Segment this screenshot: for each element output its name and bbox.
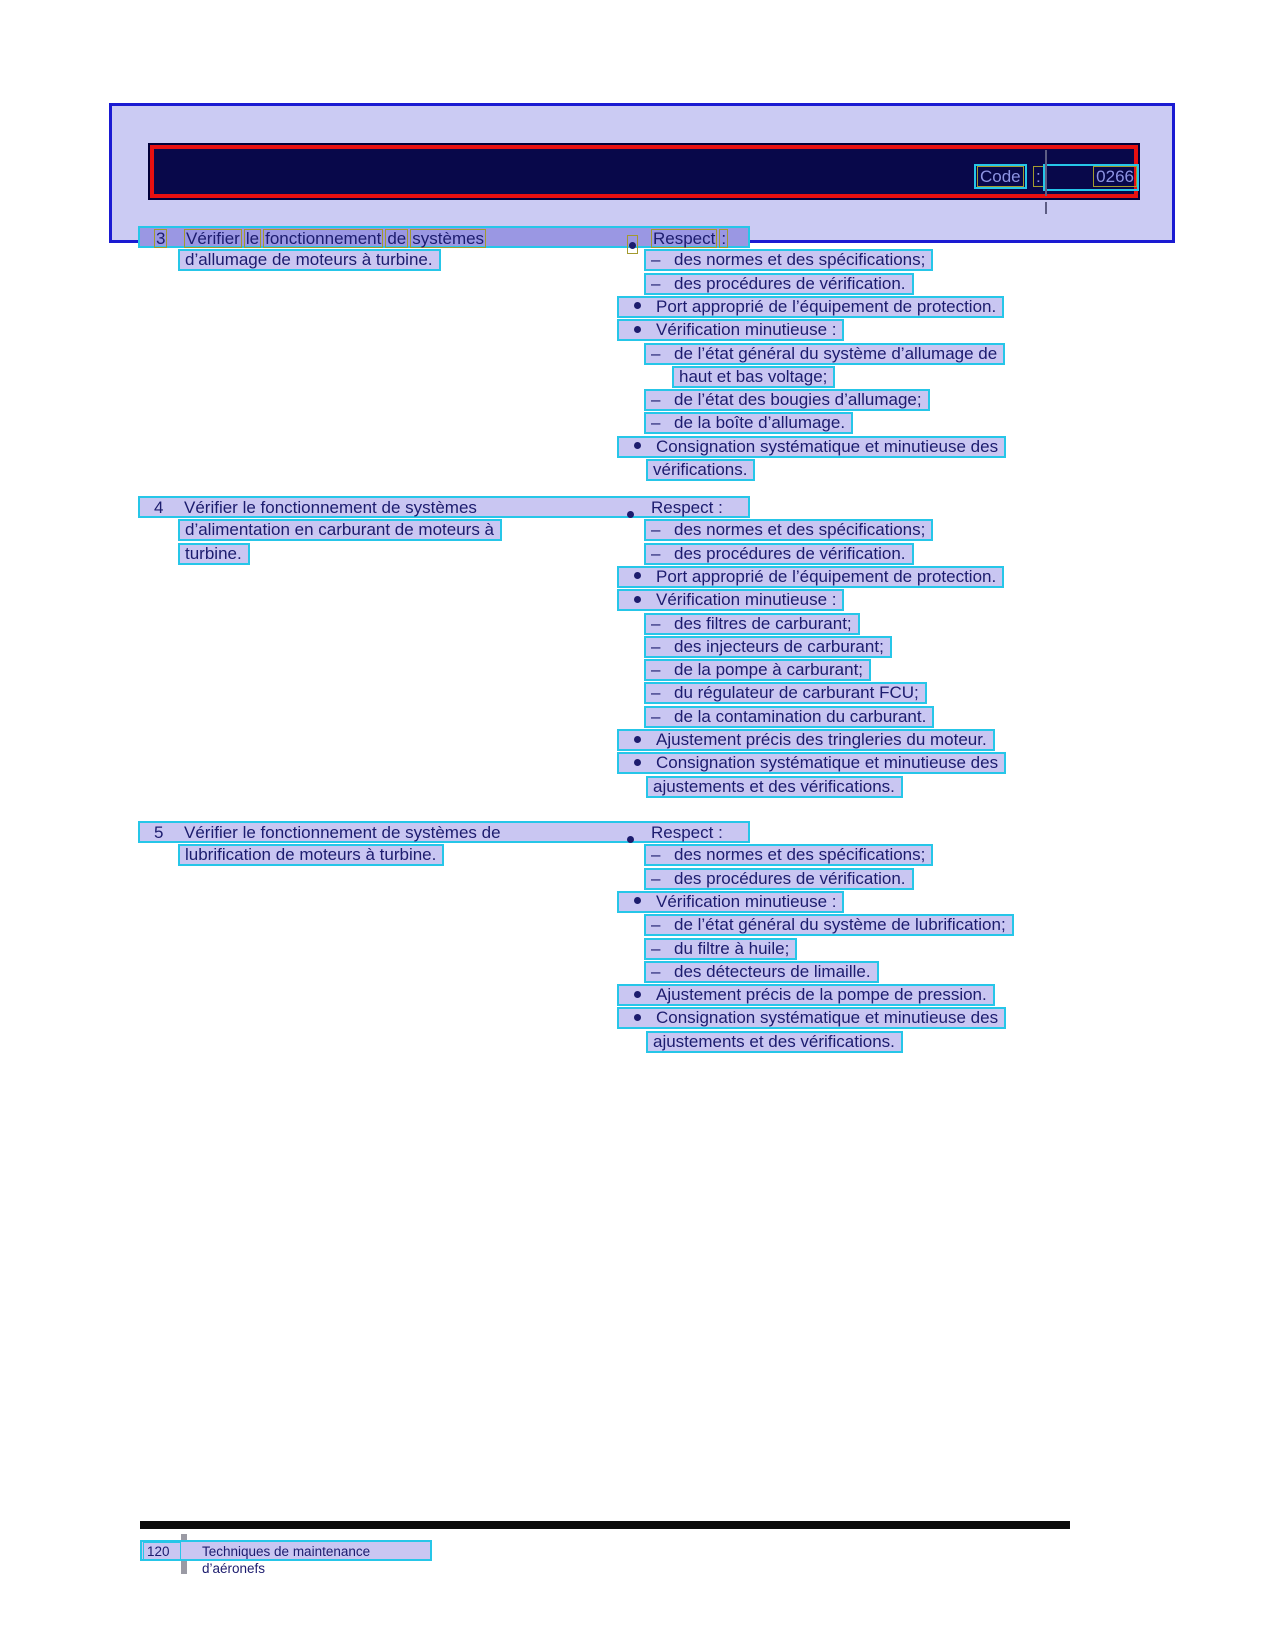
- bullet-icon: [634, 736, 641, 743]
- criterion-line: [617, 891, 844, 913]
- criterion-text: des injecteurs de carburant;: [674, 636, 884, 656]
- criterion-line: [617, 436, 1006, 458]
- criterion-line: haut et bas voltage;: [672, 366, 835, 388]
- item-first-row: [138, 496, 750, 518]
- ocr-word-box: fonctionnement: [265, 229, 382, 248]
- ocr-word-box: Respect: [653, 229, 716, 248]
- criterion-text: Consignation systématique et minutieuse des: [656, 436, 999, 456]
- code-label-box: [974, 164, 1027, 189]
- item-left-line: d’allumage de moteurs à turbine.: [178, 249, 441, 271]
- criterion-line: [644, 543, 914, 565]
- criterion-line: ajustements et des vérifications.: [646, 1031, 903, 1053]
- criterion-text: des détecteurs de limaille.: [674, 961, 871, 981]
- criterion-line: [644, 249, 933, 271]
- bullet-icon: [627, 511, 634, 518]
- criterion-text: Ajustement précis des tringleries du moteur.: [656, 730, 987, 749]
- dash-icon: –: [651, 250, 661, 270]
- bullet-icon: [634, 1014, 641, 1021]
- ocr-word-box: [627, 235, 638, 254]
- criterion-text: Port approprié de l’équipement de protection.: [656, 296, 997, 316]
- criterion-line: [644, 961, 879, 983]
- code-separator: :: [1033, 166, 1044, 187]
- footer-bar: [140, 1540, 432, 1576]
- item-number: [154, 229, 169, 248]
- item-right-text: Respect :: [651, 498, 723, 517]
- dash-icon: –: [651, 961, 661, 981]
- dash-icon: –: [651, 660, 661, 680]
- criterion-line: [644, 389, 930, 411]
- item-first-row: [138, 226, 750, 248]
- title-band: [150, 145, 1138, 198]
- criterion-text: du régulateur de carburant FCU;: [674, 683, 919, 703]
- criterion-text: du filtre à huile;: [674, 938, 790, 958]
- item-left-text: Vérifier le fonctionnement de systèmes: [184, 498, 477, 517]
- criterion-line: [617, 984, 995, 1006]
- criterion-text: Vérification minutieuse :: [656, 320, 837, 340]
- criterion-line: [644, 868, 914, 890]
- item-number: 5: [154, 823, 164, 842]
- table-column-divider: [1045, 202, 1047, 214]
- bullet-icon: [634, 302, 641, 309]
- criterion-line: [644, 412, 853, 434]
- item-left-line: lubrification de moteurs à turbine.: [178, 844, 444, 866]
- dash-icon: –: [651, 413, 661, 433]
- criterion-text: Vérification minutieuse :: [656, 891, 837, 911]
- ocr-word-box: systèmes: [412, 229, 485, 248]
- ocr-word-box: 3: [156, 229, 166, 248]
- criterion-text: Port approprié de l’équipement de protection.: [656, 566, 997, 586]
- criterion-text: de l’état général du système d’allumage de: [674, 343, 998, 363]
- bullet-icon: [629, 242, 636, 249]
- item-left-line: d’alimentation en carburant de moteurs à: [178, 519, 502, 541]
- table-column-divider: [1045, 150, 1047, 196]
- item-right-text: Respect :: [651, 823, 723, 842]
- criterion-line: [644, 343, 1005, 365]
- bullet-slot: [627, 505, 634, 523]
- criterion-line: [644, 914, 1014, 936]
- footer-rule: [140, 1521, 1070, 1529]
- criterion-text: Consignation systématique et minutieuse des: [656, 753, 999, 773]
- ocr-word-box: :: [721, 229, 727, 248]
- criterion-line: [617, 729, 995, 751]
- bullet-icon: [634, 759, 641, 766]
- criterion-line: [617, 319, 844, 341]
- criterion-line: [644, 938, 797, 960]
- dash-icon: –: [651, 845, 661, 865]
- criterion-text: Vérification minutieuse :: [656, 590, 837, 610]
- item-left-line: turbine.: [178, 543, 250, 565]
- criterion-text: des filtres de carburant;: [674, 613, 852, 633]
- dash-icon: –: [651, 273, 661, 293]
- item-first-row: [138, 821, 750, 843]
- bullet-icon: [634, 572, 641, 579]
- item-left-text: [184, 229, 488, 248]
- dash-icon: –: [651, 636, 661, 656]
- criterion-line: [644, 682, 927, 704]
- criterion-text: des normes et des spécifications;: [674, 250, 926, 270]
- item-left-text: Vérifier le fonctionnement de systèmes de: [184, 823, 501, 842]
- item-right-text: [651, 229, 730, 248]
- bullet-slot: [627, 235, 640, 254]
- criterion-line: [644, 636, 892, 658]
- dash-icon: –: [651, 343, 661, 363]
- criterion-line: [644, 273, 914, 295]
- criterion-line: [617, 752, 1006, 774]
- dash-icon: –: [651, 868, 661, 888]
- criterion-line: [644, 613, 860, 635]
- criterion-line: [644, 659, 871, 681]
- ocr-word-box: Vérifier: [186, 229, 240, 248]
- page-number: 120: [143, 1542, 181, 1561]
- criterion-text: des procédures de vérification.: [674, 273, 906, 293]
- criterion-text: des procédures de vérification.: [674, 868, 906, 888]
- criterion-line: [617, 589, 844, 611]
- criterion-line: [617, 566, 1004, 588]
- criterion-line: vérifications.: [646, 459, 755, 481]
- criterion-text: de l’état des bougies d’allumage;: [674, 390, 922, 410]
- criterion-line: [644, 844, 933, 866]
- criterion-line: [617, 296, 1004, 318]
- criterion-line: ajustements et des vérifications.: [646, 776, 903, 798]
- dash-icon: –: [651, 520, 661, 540]
- ocr-word-box: le: [245, 229, 260, 248]
- criterion-text: des normes et des spécifications;: [674, 845, 926, 865]
- dash-icon: –: [651, 683, 661, 703]
- criterion-text: Ajustement précis de la pompe de pression.: [656, 985, 987, 1005]
- bullet-icon: [634, 991, 641, 998]
- program-title: Techniques de maintenance d’aéronefs: [202, 1544, 371, 1576]
- bullet-slot: [627, 830, 634, 848]
- code-label: Code: [977, 166, 1024, 187]
- item-number: 4: [154, 498, 164, 517]
- criterion-line: [644, 519, 933, 541]
- dash-icon: –: [651, 543, 661, 563]
- criterion-text: Consignation systématique et minutieuse des: [656, 1008, 999, 1028]
- criterion-text: des procédures de vérification.: [674, 543, 906, 563]
- criterion-text: de la boîte d’allumage.: [674, 413, 846, 433]
- dash-icon: –: [651, 915, 661, 935]
- dash-icon: –: [651, 613, 661, 633]
- criterion-text: de la contamination du carburant.: [674, 706, 927, 726]
- criterion-text: de l’état général du système de lubrification;: [674, 915, 1006, 935]
- ocr-word-box: de: [387, 229, 407, 248]
- bullet-icon: [634, 442, 641, 449]
- criterion-line: [644, 706, 934, 728]
- dash-icon: –: [651, 390, 661, 410]
- criterion-text: des normes et des spécifications;: [674, 520, 926, 540]
- criterion-line: [617, 1007, 1006, 1029]
- criterion-text: de la pompe à carburant;: [674, 660, 864, 680]
- code-value: 0266: [1093, 166, 1137, 187]
- code-value-box: [1043, 164, 1139, 191]
- bullet-icon: [634, 326, 641, 333]
- dash-icon: –: [651, 938, 661, 958]
- dash-icon: –: [651, 706, 661, 726]
- bullet-icon: [634, 897, 641, 904]
- bullet-icon: [627, 836, 634, 843]
- bullet-icon: [634, 596, 641, 603]
